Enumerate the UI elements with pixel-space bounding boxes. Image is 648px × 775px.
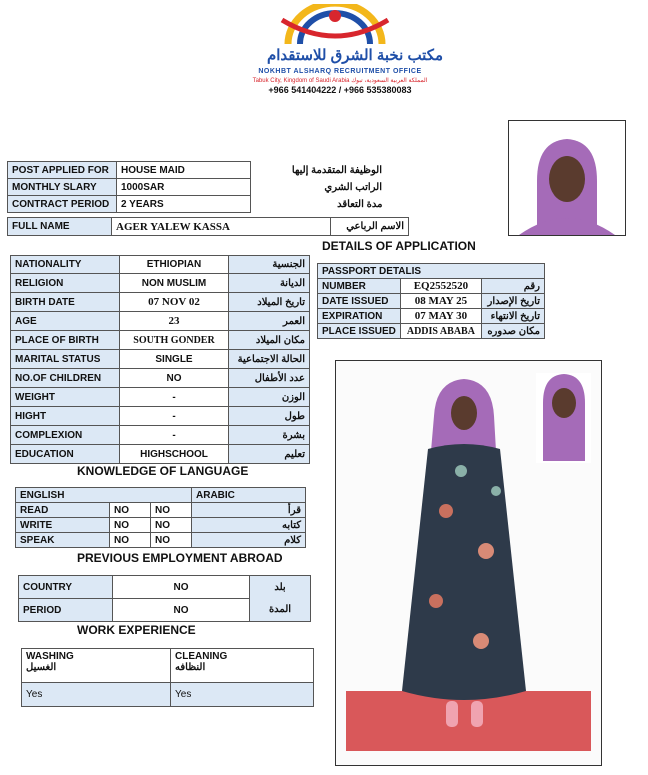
detail-label: COMPLEXION bbox=[11, 426, 120, 445]
language-label: READ bbox=[16, 503, 110, 518]
detail-arabic: الوزن bbox=[229, 388, 310, 407]
details-row bbox=[11, 274, 310, 293]
passport-value: 07 MAY 30 bbox=[400, 309, 481, 324]
employment-table bbox=[18, 575, 311, 622]
details-table bbox=[10, 255, 310, 464]
language-arabic-value: NO bbox=[151, 533, 192, 548]
full-name-row bbox=[8, 218, 409, 236]
detail-label: NATIONALITY bbox=[11, 256, 120, 274]
passport-value: EQ2552520 bbox=[400, 279, 481, 294]
post-table bbox=[7, 161, 387, 213]
details-row bbox=[11, 426, 310, 445]
work-cleaning-ar: النظافه bbox=[175, 662, 206, 673]
work-cleaning-en: CLEANING bbox=[175, 651, 228, 662]
details-row bbox=[11, 445, 310, 464]
work-value-row bbox=[22, 683, 314, 707]
detail-arabic: تعليم bbox=[229, 445, 310, 464]
post-row bbox=[8, 162, 387, 179]
language-arabic-value: NO bbox=[151, 518, 192, 533]
company-location: Tabuk City, Kingdom of Saudi Arabia المملكة العربية السعودية، تبوك bbox=[252, 78, 428, 84]
detail-arabic: بشرة bbox=[229, 426, 310, 445]
work-washing-ar: الغسيل bbox=[26, 662, 57, 673]
work-table bbox=[21, 648, 314, 707]
passport-label: DATE ISSUED bbox=[318, 294, 401, 309]
work-cleaning-value: Yes bbox=[171, 683, 314, 707]
details-heading: DETAILS OF APPLICATION bbox=[322, 239, 476, 253]
employment-value: NO bbox=[113, 599, 250, 622]
full-name-arabic: الاسم الرباعي bbox=[331, 218, 409, 236]
employment-arabic: المدة bbox=[268, 603, 292, 615]
language-heading: KNOWLEDGE OF LANGUAGE bbox=[77, 464, 249, 478]
detail-value: - bbox=[120, 388, 229, 407]
language-english-value: NO bbox=[110, 503, 151, 518]
detail-arabic: الجنسية bbox=[229, 256, 310, 274]
detail-arabic: عدد الأطفال bbox=[229, 369, 310, 388]
detail-arabic: طول bbox=[229, 407, 310, 426]
detail-value: 23 bbox=[120, 312, 229, 331]
employment-arabic-cell bbox=[250, 576, 311, 622]
detail-value: NO bbox=[120, 369, 229, 388]
details-row bbox=[11, 256, 310, 274]
employment-row bbox=[19, 576, 311, 599]
detail-label: HIGHT bbox=[11, 407, 120, 426]
detail-value: HIGHSCHOOL bbox=[120, 445, 229, 464]
full-name-table bbox=[7, 217, 409, 236]
detail-label: PLACE OF BIRTH bbox=[11, 331, 120, 350]
language-row bbox=[16, 518, 306, 533]
passport-title: PASSPORT DETALIS bbox=[318, 264, 545, 279]
detail-label: RELIGION bbox=[11, 274, 120, 293]
post-label: MONTHLY SLARY bbox=[8, 179, 117, 196]
details-row bbox=[11, 369, 310, 388]
passport-row bbox=[318, 279, 545, 294]
language-arabic-header: ARABIC bbox=[192, 488, 306, 503]
post-arabic: مدة التعاقد bbox=[337, 198, 383, 210]
detail-arabic: مكان الميلاد bbox=[229, 331, 310, 350]
company-phones: +966 541404222 / +966 535380083 bbox=[268, 85, 412, 95]
post-arabic: الراتب الشري bbox=[324, 181, 382, 193]
detail-value: SINGLE bbox=[120, 350, 229, 369]
passport-table bbox=[317, 263, 545, 339]
detail-label: AGE bbox=[11, 312, 120, 331]
applicant-full-photo bbox=[335, 360, 602, 766]
passport-label: EXPIRATION bbox=[318, 309, 401, 324]
language-header-row bbox=[16, 488, 306, 503]
passport-arabic: رقم bbox=[481, 279, 544, 294]
detail-value: - bbox=[120, 426, 229, 445]
details-row bbox=[11, 388, 310, 407]
post-value: HOUSE MAID bbox=[117, 162, 251, 179]
work-washing-en: WASHING bbox=[26, 651, 74, 662]
language-row bbox=[16, 503, 306, 518]
employment-label: COUNTRY bbox=[19, 576, 113, 599]
post-row bbox=[8, 196, 387, 213]
language-arabic-label: قرأ bbox=[192, 503, 306, 518]
detail-label: EDUCATION bbox=[11, 445, 120, 464]
language-table bbox=[15, 487, 306, 548]
details-row bbox=[11, 312, 310, 331]
work-cell-cleaning bbox=[171, 649, 314, 683]
passport-value: 08 MAY 25 bbox=[400, 294, 481, 309]
company-arabic-name: مكتب نخبة الشرق للاستقدام bbox=[266, 47, 444, 64]
language-label: WRITE bbox=[16, 518, 110, 533]
passport-arabic: تاريخ الإصدار bbox=[481, 294, 544, 309]
detail-label: NO.OF CHILDREN bbox=[11, 369, 120, 388]
post-row bbox=[8, 179, 387, 196]
language-english-value: NO bbox=[110, 533, 151, 548]
post-value: 1000SAR bbox=[117, 179, 251, 196]
detail-label: WEIGHT bbox=[11, 388, 120, 407]
language-row bbox=[16, 533, 306, 548]
passport-label: PLACE ISSUED bbox=[318, 324, 401, 339]
passport-title-row bbox=[318, 264, 545, 279]
post-label: POST APPLIED FOR bbox=[8, 162, 117, 179]
detail-arabic: الديانة bbox=[229, 274, 310, 293]
logo bbox=[270, 4, 400, 50]
work-heading: WORK EXPERIENCE bbox=[77, 623, 196, 637]
employment-heading: PREVIOUS EMPLOYMENT ABROAD bbox=[77, 551, 283, 565]
passport-row bbox=[318, 309, 545, 324]
details-row bbox=[11, 350, 310, 369]
work-cell-washing bbox=[22, 649, 171, 683]
full-name-label: FULL NAME bbox=[8, 218, 112, 236]
detail-value: - bbox=[120, 407, 229, 426]
work-washing-value: Yes bbox=[22, 683, 171, 707]
details-row bbox=[11, 331, 310, 350]
detail-value: 07 NOV 02 bbox=[120, 293, 229, 312]
language-english-value: NO bbox=[110, 518, 151, 533]
detail-arabic: الحالة الاجتماعية bbox=[229, 350, 310, 369]
passport-row bbox=[318, 324, 545, 339]
details-row bbox=[11, 293, 310, 312]
passport-arabic: مكان صدوره bbox=[481, 324, 544, 339]
detail-arabic: تاريخ الميلاد bbox=[229, 293, 310, 312]
post-value: 2 YEARS bbox=[117, 196, 251, 213]
detail-label: BIRTH DATE bbox=[11, 293, 120, 312]
passport-value: ADDIS ABABA bbox=[400, 324, 481, 339]
post-label: CONTRACT PERIOD bbox=[8, 196, 117, 213]
passport-arabic: تاريخ الانتهاء bbox=[481, 309, 544, 324]
language-arabic-label: كلام bbox=[192, 533, 306, 548]
company-english-name: NOKHBT ALSHARQ RECRUITMENT OFFICE bbox=[258, 68, 422, 75]
detail-value: ETHIOPIAN bbox=[120, 256, 229, 274]
employment-label: PERIOD bbox=[19, 599, 113, 622]
language-arabic-value: NO bbox=[151, 503, 192, 518]
employment-value: NO bbox=[113, 576, 250, 599]
detail-value: SOUTH GONDER bbox=[120, 331, 229, 350]
details-row bbox=[11, 407, 310, 426]
work-header-row bbox=[22, 649, 314, 683]
passport-label: NUMBER bbox=[318, 279, 401, 294]
detail-arabic: العمر bbox=[229, 312, 310, 331]
employment-arabic: بلد bbox=[274, 581, 286, 593]
applicant-headshot bbox=[508, 120, 626, 236]
language-label: SPEAK bbox=[16, 533, 110, 548]
passport-row bbox=[318, 294, 545, 309]
detail-label: MARITAL STATUS bbox=[11, 350, 120, 369]
post-arabic: الوظيفة المتقدمة إليها bbox=[291, 164, 382, 176]
language-english-header: ENGLISH bbox=[16, 488, 192, 503]
full-name-value: AGER YALEW KASSA bbox=[112, 218, 331, 236]
language-arabic-label: كتابه bbox=[192, 518, 306, 533]
detail-value: NON MUSLIM bbox=[120, 274, 229, 293]
